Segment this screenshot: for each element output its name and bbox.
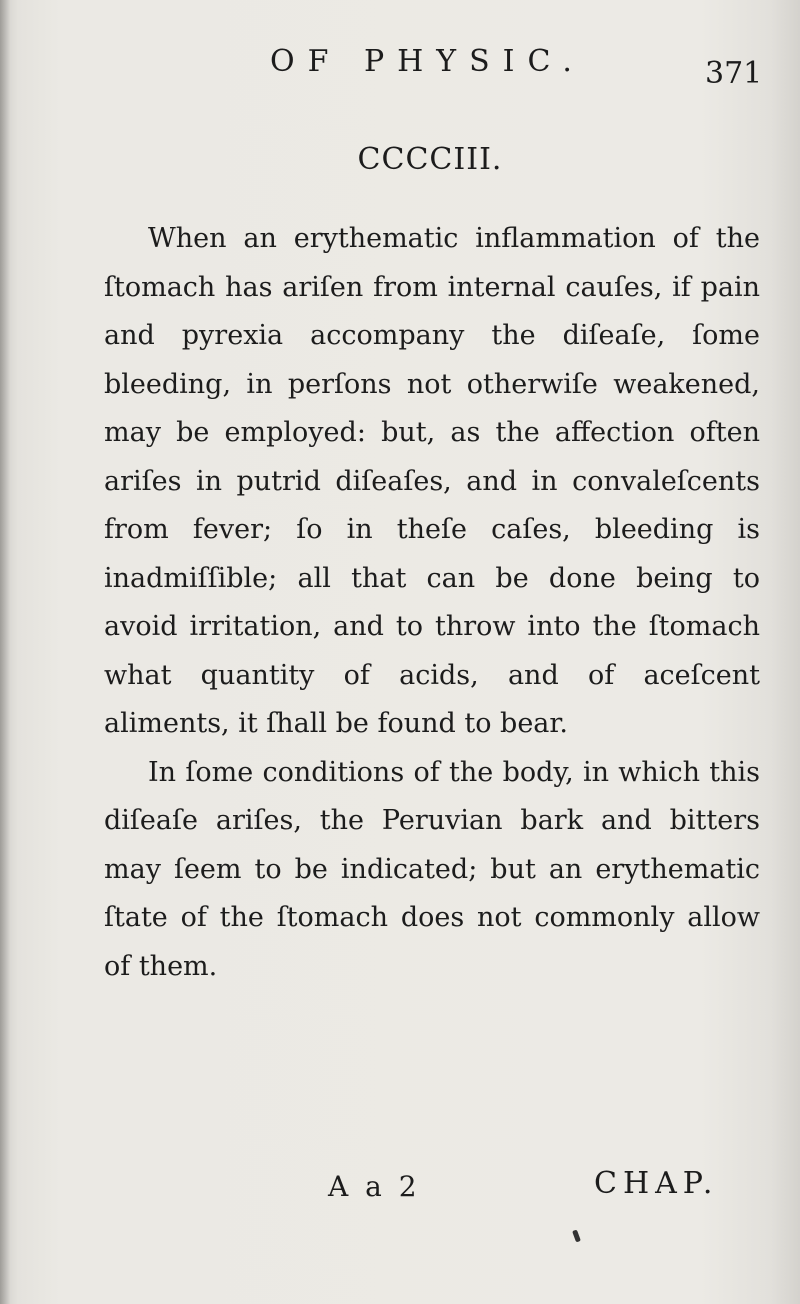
signature-mark: A a 2 [328, 1170, 421, 1203]
page-number: 371 [705, 56, 763, 91]
paragraph-1: When an erythematic inflammation of the ſtomach has ariſen from internal cauſes, if pain and pyrexia accompany the diſeaſe, ſome bleeding, in perſons not otherwiſe weakened, may be employed: but, as the affection often ariſes in putrid diſeaſes, and in convaleſcents from fever; ſo in theſe caſes, bleeding is inadmiſſible; all that can be done being to avoid irritation, and to throw into the ſtomach what quantity of acids, and of aceſcent aliments, it ſhall be found to bear. [104, 223, 760, 739]
section-number: CCCCIII. [357, 142, 503, 177]
paragraph-2: In ſome conditions of the body, in which this diſeaſe ariſes, the Peruvian bark and bitters may ſeem to be indicated; but an erythematic ſtate of the ſtomach does not commonly allow of them. [104, 756, 760, 982]
ink-speck [572, 1230, 581, 1243]
catchword: CHAP. [594, 1166, 719, 1201]
body-text [104, 215, 760, 991]
running-head: OF PHYSIC. [270, 44, 585, 79]
page-gutter-shadow [0, 0, 10, 1304]
